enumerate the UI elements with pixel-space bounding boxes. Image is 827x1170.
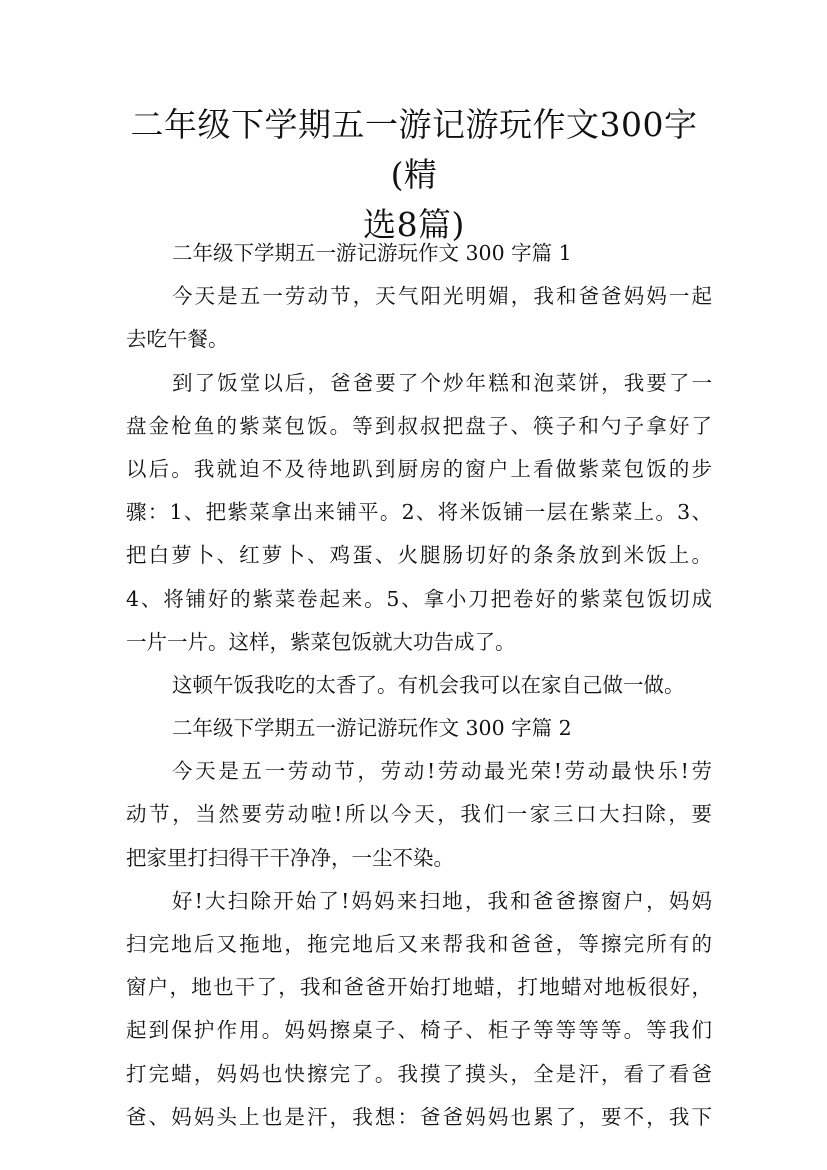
text-line: 把家里打扫得干干净净，一尘不染。 [126,845,454,870]
title-line-1: 二年级下学期五一游记游玩作文300字(精 [130,105,698,194]
text-line: 动节，当然要劳动啦!所以今天，我们一家三口大扫除，要 [126,802,712,827]
text-line: 好!大扫除开始了!妈妈来扫地，我和爸爸擦窗户，妈妈 [172,888,712,913]
text-line: 一片一片。这样，紫菜包饭就大功告成了。 [126,629,516,654]
text-line: 今天是五一劳动节，劳动!劳动最光荣!劳动最快乐!劳 [172,759,712,784]
text-line: 盘金枪鱼的紫菜包饭。等到叔叔把盘子、筷子和勺子拿好了 [126,413,712,438]
document-body [126,232,712,1139]
text-line: 二年级下学期五一游记游玩作文 300 字篇 1 [172,241,572,265]
text-line: 二年级下学期五一游记游玩作文 300 字篇 2 [172,716,572,741]
title-line-2: 选8篇) [363,205,465,244]
text-line: 起到保护作用。妈妈擦桌子、椅子、柜子等等等等。等我们 [126,1018,712,1043]
text-line: 今天是五一劳动节，天气阳光明媚，我和爸爸妈妈一起 [172,284,712,309]
text-line: 爸、妈妈头上也是汗，我想：爸爸妈妈也累了，要不，我下 [126,1104,712,1129]
text-line: 打完蜡，妈妈也快擦完了。我摸了摸头，全是汗，看了看爸 [126,1061,712,1086]
text-line: 到了饭堂以后，爸爸要了个炒年糕和泡菜饼，我要了一 [172,370,712,395]
text-line: 去吃午餐。 [126,327,229,352]
text-line: 以后。我就迫不及待地趴到厨房的窗户上看做紫菜包饭的步 [126,456,712,481]
text-line: 4、将铺好的紫菜卷起来。5、拿小刀把卷好的紫菜包饭切成 [126,586,712,611]
text-line: 窗户，地也干了，我和爸爸开始打地蜡，打地蜡对地板很好， [126,975,712,1000]
text-line: 扫完地后又拖地，拖完地后又来帮我和爸爸，等擦完所有的 [126,932,712,956]
text-line: 这顿午饭我吃的太香了。有机会我可以在家自己做一做。 [172,672,685,697]
text-line: 把白萝卜、红萝卜、鸡蛋、火腿肠切好的条条放到米饭上。 [126,543,712,568]
text-line: 骤：1、把紫菜拿出来铺平。2、将米饭铺一层在紫菜上。3、 [126,500,712,525]
document-title [118,100,710,250]
